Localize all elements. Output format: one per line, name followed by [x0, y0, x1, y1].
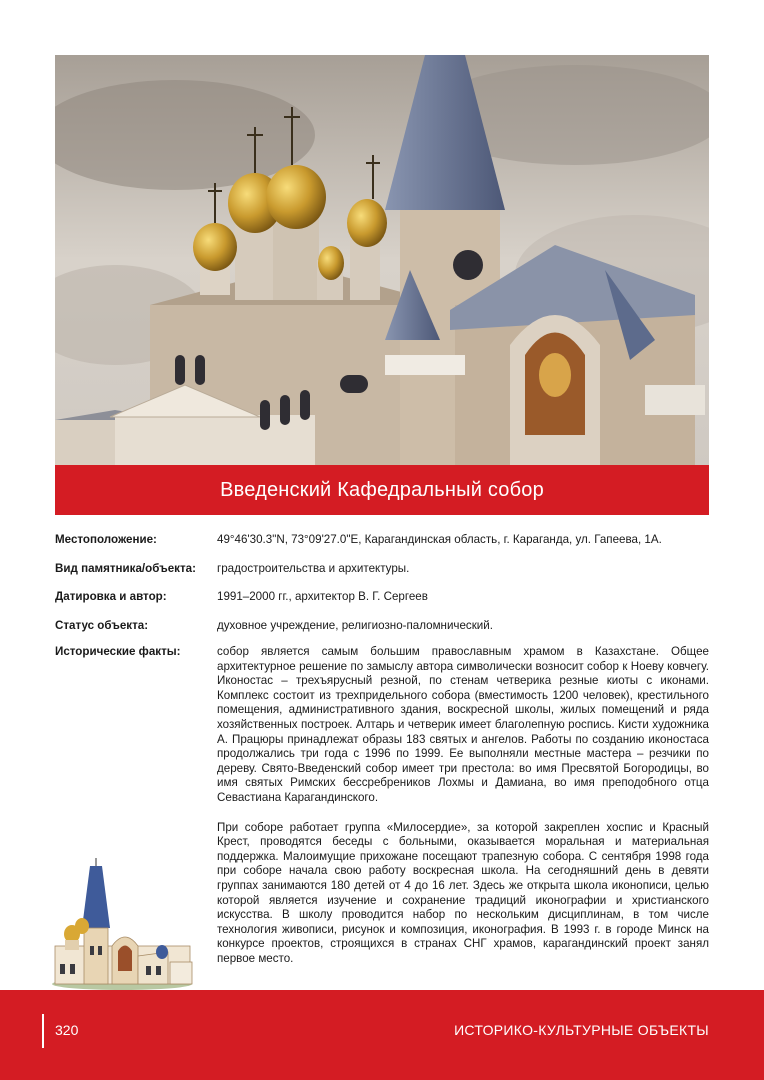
- page-number: 320: [55, 1022, 79, 1038]
- field-label: Вид памятника/объекта:: [55, 562, 196, 575]
- field-monument-type: [55, 562, 709, 577]
- title-banner: [55, 465, 709, 515]
- field-value: градостроительства и архитектуры.: [217, 562, 410, 575]
- field-label: Датировка и автор:: [55, 590, 167, 603]
- page-footer: [0, 990, 764, 1080]
- field-label: Исторические факты:: [55, 645, 181, 658]
- field-dating-author: [55, 590, 709, 605]
- field-value: 49°46'30.3"N, 73°09'27.0"E, Карагандинская область, г. Караганда, ул. Гапеева, 1А.: [217, 533, 662, 546]
- field-value: 1991–2000 гг., архитектор В. Г. Сергеев: [217, 590, 428, 603]
- history-paragraph: При соборе работает группа «Милосердие», за которой закреплен хоспис и Красный Крест, проводятся беседы с больными, оказывается моральная и материальная поддержка. Малоимущие прихожане посещают трапезную собора. С сентября 1998 года при соборе начала свою работу воскресная школа. На сегодняшний день в девяти группах занимаются 180 детей от 4 до 16 лет. Здесь же открыта школа иконописи, целью которой является изучение и сохранение традиций иконографии и христианского искусства. В школу проводится набор по нескольким дисциплинам, в том числе технология живописи, рисунок и композиция, иконография. В 1993 г. в городе Минск на конкурсе проектов, строящихся в странах СНГ храмов, карагандинский проект занял первое место.: [217, 820, 709, 965]
- field-label: Статус объекта:: [55, 619, 149, 632]
- cathedral-sketch-image: [50, 856, 195, 991]
- cathedral-photo: [55, 55, 709, 465]
- history-paragraph: собор является самым большим православным храмом в Казахстане. Общее архитектурное решение по замыслу автора символически возносит собор к Ноеву ковчегу. Иконостас – трехъярусный резной, по стенам четверика резные киоты с иконами. Комплекс состоит из трехпридельного собора (вместимость 1200 человек), крестильного помещения, административного здания, воскресной школы, жилых помещений и ряда хозяйственных построек. Алтарь и четверик имеет благолепную роспись. Кисти художника А. Працюры принадлежат образы 183 святых и ангелов. Работы по созданию иконостаса продолжались три года с 1996 по 1999. Ее выполняли местные мастера – резчики по дереву. Свято-Введенский собор имеет три престола: во имя Пресвятой Богородицы, во имя святых Римских бессребреников Лохмы и Дамиана, во имя преподобного отца Севастиана Карагандинского.: [217, 645, 709, 804]
- field-location: [55, 533, 709, 548]
- section-title: ИСТОРИКО-КУЛЬТУРНЫЕ ОБЪЕКТЫ: [454, 1022, 709, 1038]
- field-value: духовное учреждение, религиозно-паломнический.: [217, 619, 493, 632]
- footer-divider: [42, 1014, 44, 1048]
- page-title: Введенский Кафедральный собор: [220, 478, 544, 501]
- field-label: Местоположение:: [55, 533, 157, 546]
- field-status: [55, 619, 709, 634]
- field-value: [217, 645, 709, 966]
